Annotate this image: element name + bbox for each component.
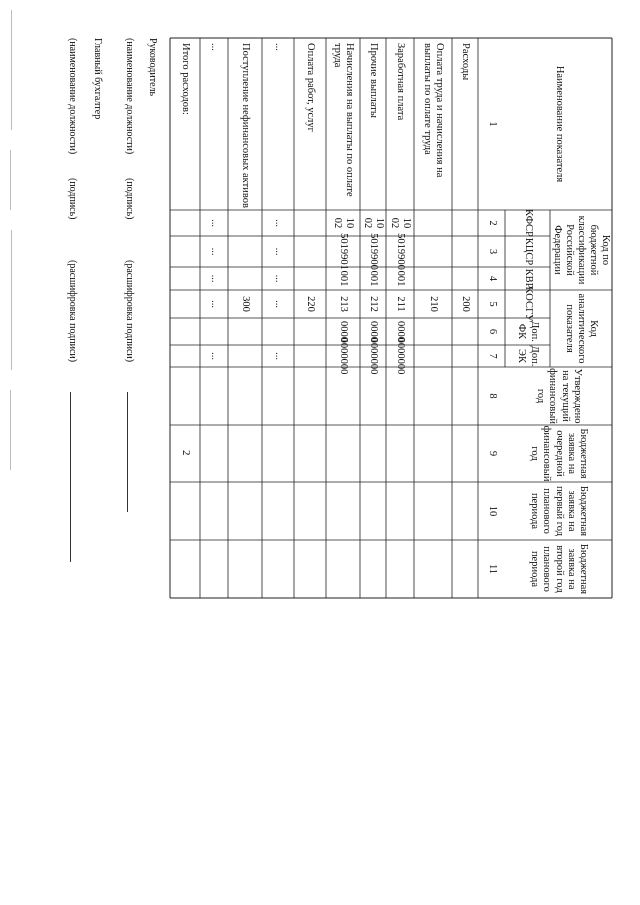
column-number: 4 [486, 275, 498, 282]
head-title: Руководитель [147, 38, 158, 97]
row-ek: ... [273, 352, 285, 360]
header-bid-next-year: Бюджетная заявка на очередной финансовый год [529, 425, 589, 482]
row-kvr: 001 [368, 270, 380, 287]
header-approved: Утверждено на текущий финансовый год [535, 368, 583, 424]
row-kvr: 001 [338, 270, 350, 287]
row-kosgu: 300 [240, 296, 252, 312]
row-ek: 0000000 [368, 337, 380, 375]
row-name: Расходы [460, 43, 472, 81]
row-kvr [228, 267, 262, 290]
column-number: 2 [486, 220, 498, 226]
row-ek: 0000000 [338, 337, 350, 375]
column-number: 1 [486, 121, 498, 127]
row-kosgu: 210 [428, 296, 440, 312]
row-kcsr: ... [209, 247, 221, 256]
column-number: 9 [486, 450, 498, 457]
head-decode-caption: (расшифровка подписи) [124, 260, 135, 363]
row-kvr: ... [273, 274, 285, 283]
header-bid-second-plan-year: Бюджетная заявка на второй год планового периода [529, 543, 589, 595]
row-kvr [294, 267, 326, 290]
row-name: ... [209, 43, 221, 51]
row-kcsr [228, 236, 262, 267]
scan-artifact-line [11, 230, 12, 370]
row-kfsr: ... [273, 219, 285, 227]
accountant-signature-caption: (подпись) [67, 178, 78, 220]
row-kfsr [452, 210, 478, 236]
row-kcsr: 5019900 [395, 233, 407, 270]
row-name: Заработная плата [395, 43, 407, 121]
row-fk: 0000 [338, 321, 350, 342]
row-fk [294, 318, 326, 345]
row-fk [170, 318, 200, 345]
row-kfsr: 10 02 [332, 217, 356, 229]
row-name: Начисления на выплаты по оплате труда [332, 43, 356, 197]
accountant-position-caption: (наименование должности) [67, 38, 78, 155]
row-kvr: ... [209, 274, 221, 283]
header-name: Наименование показателя [553, 65, 565, 183]
header-kfsr: КФСР [522, 209, 534, 237]
row-kcsr [294, 236, 326, 267]
column-number: 7 [486, 353, 498, 359]
header-analytic-group: Код аналитического показателя [563, 293, 600, 364]
row-kfsr [414, 210, 452, 236]
accountant-title: Главный бухгалтер [92, 38, 103, 120]
row-ek: 0000000 [395, 337, 407, 375]
column-number: 11 [486, 563, 498, 575]
row-kosgu: 213 [338, 296, 350, 312]
row-kosgu: 200 [460, 296, 472, 312]
row-ek [170, 345, 200, 367]
row-ek [452, 345, 478, 367]
row-name: ... [273, 43, 285, 51]
row-kosgu: 211 [395, 296, 407, 312]
row-fk [262, 318, 294, 345]
column-number: 5 [486, 301, 498, 307]
accountant-signature-line [70, 392, 71, 562]
row-ek [294, 345, 326, 367]
header-dop-ek: Доп. ЭК [516, 345, 540, 367]
row-kvr [170, 267, 200, 290]
header-bid-first-plan-year: Бюджетная заявка на первый год планового периода [529, 485, 589, 537]
header-budget-code-group: Код по бюджетной классификации Российской Федерации [551, 215, 612, 285]
row-kvr: 001 [395, 270, 407, 287]
row-fk [200, 318, 228, 345]
row-fk [228, 318, 262, 345]
row-fk [452, 318, 478, 345]
header-kvr: КВР [522, 268, 534, 289]
row-kcsr: 5019901 [338, 233, 350, 270]
row-fk [414, 318, 452, 345]
column-number: 3 [486, 248, 498, 255]
row-kcsr [452, 236, 478, 267]
row-kcsr: ... [273, 247, 285, 256]
row-name: Оплата работ, услуг [305, 43, 317, 132]
row-kfsr: 10 02 [389, 217, 413, 229]
row-kfsr [228, 210, 262, 236]
row-name: Прочие выплаты [368, 43, 380, 118]
row-name: Поступление нефинансовых активов [240, 43, 252, 208]
row-fk: 0000 [368, 321, 380, 342]
row-kcsr [414, 236, 452, 267]
row-kosgu: 220 [305, 296, 317, 312]
header-kcsr: КЦСР [522, 237, 534, 266]
row-ek [228, 345, 262, 367]
row-kosgu: ... [209, 300, 221, 308]
column-number: 10 [486, 505, 498, 517]
header-kosgu: КОСГУ [522, 286, 534, 322]
row-kfsr [294, 210, 326, 236]
column-number: 6 [486, 328, 498, 335]
row-kosgu: ... [273, 300, 285, 308]
header-dop-fk: Доп. ФК [516, 321, 540, 342]
row-name: Оплата труда и начисления на выплаты по оплате труда [422, 43, 446, 178]
row-kfsr [170, 210, 200, 236]
scan-artifact-line [11, 10, 12, 130]
scan-artifact-line [10, 390, 11, 470]
page-number: 2 [180, 450, 192, 456]
head-signature-caption: (подпись) [124, 178, 135, 220]
row-ek: ... [209, 352, 221, 360]
row-ek [414, 345, 452, 367]
row-kcsr [170, 236, 200, 267]
scan-artifact-line [10, 150, 11, 210]
head-signature-line [127, 392, 128, 512]
row-kosgu [170, 290, 200, 318]
row-name: Итого расходов: [180, 43, 192, 115]
row-kvr [452, 267, 478, 290]
column-number: 8 [486, 393, 498, 399]
row-fk: 0000 [395, 321, 407, 342]
row-kfsr: ... [209, 219, 221, 227]
head-position-caption: (наименование должности) [124, 38, 135, 155]
row-kcsr: 5019900 [368, 233, 380, 270]
row-kfsr: 10 02 [362, 217, 386, 229]
row-kosgu: 212 [368, 296, 380, 312]
accountant-decode-caption: (расшифровка подписи) [67, 260, 78, 363]
row-kvr [414, 267, 452, 290]
